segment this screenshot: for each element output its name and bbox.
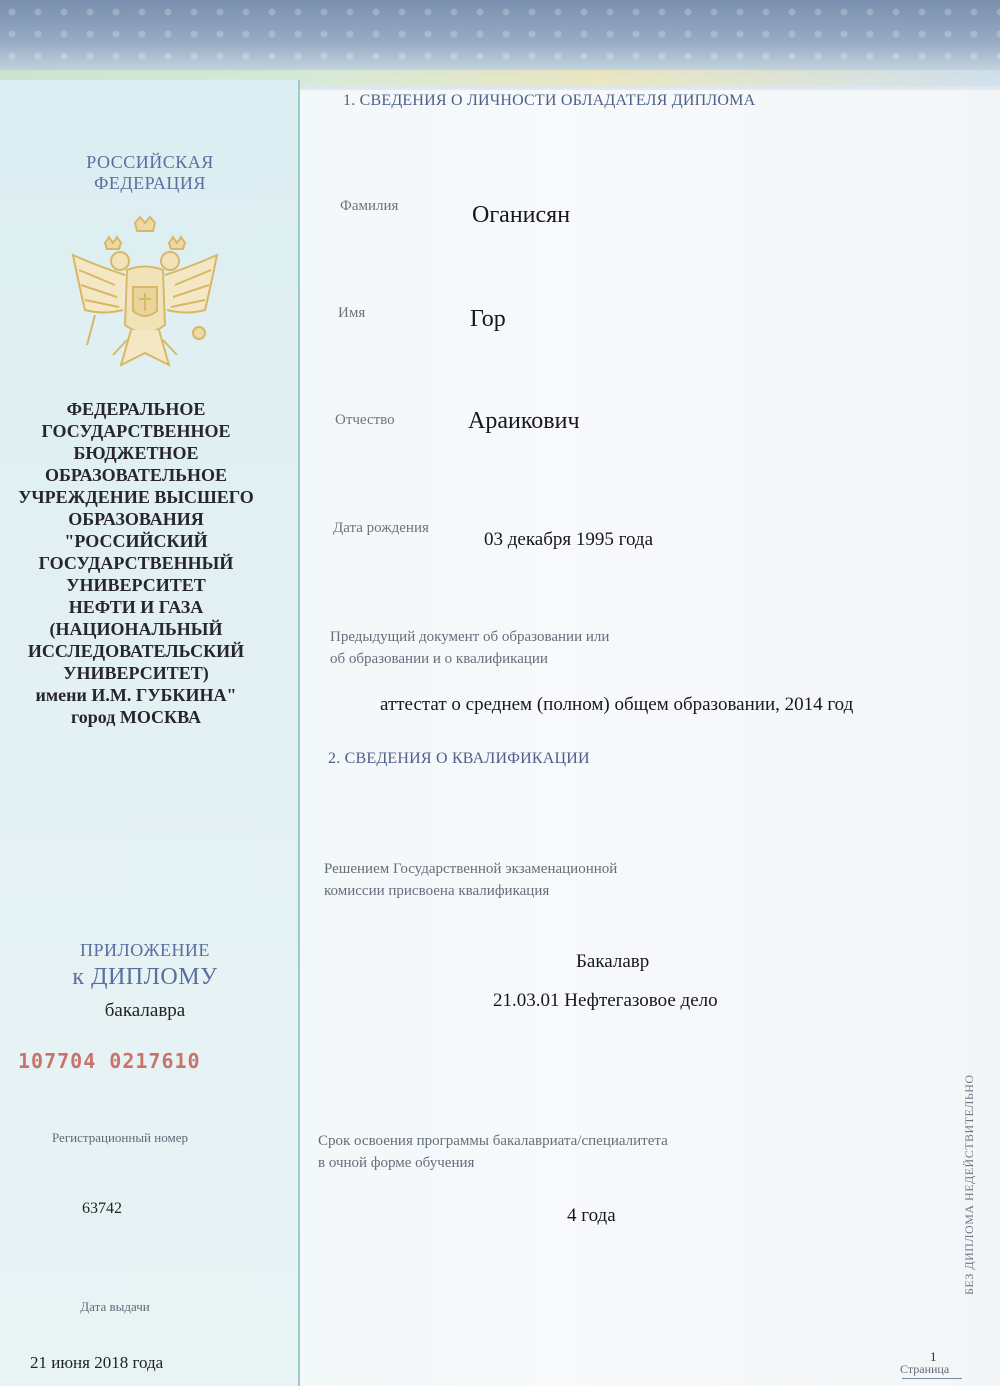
header-guilloche-pattern	[0, 0, 1000, 70]
commission-decision-line-2: комиссии присвоена квалификация	[324, 883, 550, 899]
page-number: 1	[930, 1349, 937, 1364]
org-line: "РОССИЙСКИЙ	[64, 531, 208, 551]
registration-number: 63742	[82, 1200, 122, 1217]
country-name	[40, 152, 260, 194]
org-line: НЕФТИ И ГАЗА	[68, 597, 204, 617]
study-duration-label	[318, 1130, 668, 1174]
org-line: ОБРАЗОВАНИЯ	[68, 509, 204, 529]
patronymic-label: Отчество	[335, 412, 395, 428]
organization-name	[10, 398, 262, 728]
org-line: имени И.М. ГУБКИНА"	[35, 685, 237, 705]
page-label: Страница	[900, 1362, 950, 1376]
section-2-title: 2. СВЕДЕНИЯ О КВАЛИФИКАЦИИ	[328, 750, 590, 767]
issue-date-label: Дата выдачи	[80, 1299, 150, 1314]
previous-document-label-line-1: Предыдущий документ об образовании или	[330, 629, 610, 645]
previous-document-value: аттестат о среднем (полном) общем образовании, 2014 год	[380, 694, 854, 715]
degree-level: бакалавра	[104, 1000, 186, 1021]
surname-label: Фамилия	[340, 198, 399, 214]
birth-date-label: Дата рождения	[333, 520, 429, 536]
supplement-title: ПРИЛОЖЕНИЕ	[80, 940, 210, 960]
org-line: УНИВЕРСИТЕТ	[66, 575, 206, 595]
issue-date: 21 июня 2018 года	[30, 1353, 164, 1372]
country-line-1: РОССИЙСКАЯ	[86, 152, 214, 172]
org-line: ГОСУДАРСТВЕННОЕ	[41, 421, 231, 441]
registration-number-label: Регистрационный номер	[52, 1130, 188, 1145]
org-line: БЮДЖЕТНОЕ	[73, 443, 199, 463]
org-line: (НАЦИОНАЛЬНЫЙ	[49, 619, 223, 639]
org-line: ОБРАЗОВАТЕЛЬНОЕ	[44, 465, 228, 485]
org-line: ИССЛЕДОВАТЕЛЬСКИЙ	[27, 641, 245, 661]
specialty-value: 21.03.01 Нефтегазовое дело	[493, 990, 718, 1011]
org-line: ФЕДЕРАЛЬНОЕ	[66, 399, 206, 419]
org-line: УЧРЕЖДЕНИЕ ВЫСШЕГО	[18, 487, 254, 507]
first-name-value: Гор	[470, 306, 506, 332]
birth-date-value: 03 декабря 1995 года	[484, 529, 654, 550]
study-duration-value: 4 года	[567, 1205, 616, 1226]
study-duration-label-line-2: в очной форме обучения	[318, 1155, 475, 1171]
previous-document-label	[330, 626, 609, 670]
org-line: УНИВЕРСИТЕТ)	[63, 663, 209, 683]
column-divider	[298, 80, 300, 1386]
org-line: город МОСКВА	[71, 707, 201, 727]
patronymic-value: Араикович	[468, 408, 580, 434]
surname-value: Оганисян	[472, 202, 571, 228]
study-duration-label-line-1: Срок освоения программы бакалавриата/специалитета	[318, 1133, 668, 1149]
country-line-2: ФЕДЕРАЦИЯ	[94, 173, 206, 193]
commission-decision-label	[324, 858, 617, 902]
diploma-supplement-page: РОССИЙСКАЯ ФЕДЕРАЦИЯ ФЕДЕРАЛЬНОЕ ГОСУДАРСТВЕННОЕ БЮДЖЕТНОЕ ОБРАЗОВАТЕЛЬНОЕ УЧРЕЖДЕНИЕ ВЫСШЕГО ОБРАЗОВАНИЯ "РОССИЙСКИЙ ГОСУДАРСТВЕННЫЙ УНИВЕРСИТЕТ НЕФТИ И ГАЗА (НАЦИОНАЛЬНЫЙ ИССЛЕДОВАТЕЛЬСКИЙ УНИВЕРСИТЕТ) имени И.М. ГУБКИНА" город МОСКВА ПРИЛОЖЕНИЕ к ДИПЛОМУ бакалавра 107704 0217610 Регистрационный номер 63742 Дата выдачи 21 июня 2018 года 1. СВЕДЕНИЯ О ЛИЧНОСТИ ОБЛАДАТЕЛЯ ДИПЛОМА Фамилия Оганисян Имя Гор Отчество Араикович Дата рождения 03 декабря 1995 года Предыдущий документ об образовании или об образовании и о квалификации аттестат о среднем (полном) общем образовании, 2014 год 2. СВЕДЕНИЯ О КВАЛИФИКАЦИИ Решением Государственной экзаменационной комиссии присвоена квалификация Бакалавр 21.03.01 Нефтегазовое дело Срок освоения программы бакалавриата/специалитета в очной форме обучения 4 года БЕЗ ДИПЛОМА НЕДЕЙСТВИТЕЛЬНО 1 Страница	[0, 0, 1000, 1386]
qualification-value: Бакалавр	[576, 951, 650, 972]
first-name-label: Имя	[338, 305, 366, 321]
section-1-title: 1. СВЕДЕНИЯ О ЛИЧНОСТИ ОБЛАДАТЕЛЯ ДИПЛОМА	[343, 92, 756, 109]
previous-document-label-line-2: об образовании и о квалификации	[330, 651, 548, 667]
commission-decision-line-1: Решением Государственной экзаменационной	[324, 861, 618, 877]
supplement-to-diploma-title: к ДИПЛОМУ	[72, 964, 218, 990]
page-footer-line	[902, 1378, 962, 1379]
org-line: ГОСУДАРСТВЕННЫЙ	[38, 553, 234, 573]
coat-of-arms-emblem-icon	[65, 215, 225, 380]
serial-number: 107704 0217610	[18, 1049, 201, 1073]
